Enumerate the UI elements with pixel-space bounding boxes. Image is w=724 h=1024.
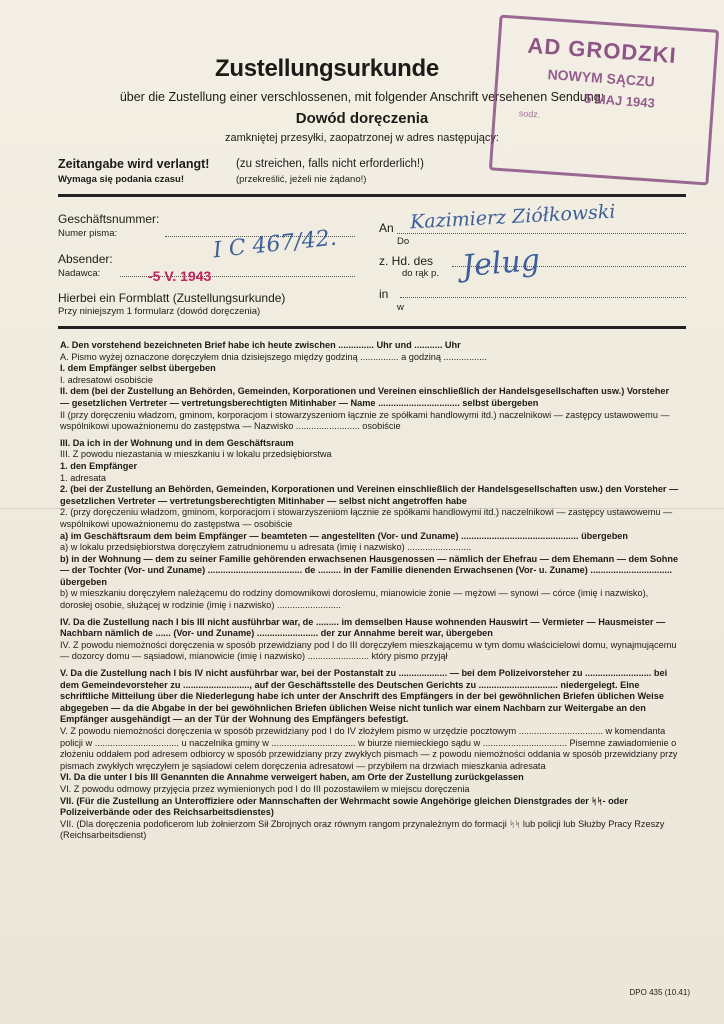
section-iii-a-de: a) im Geschäftsraum dem beim Empfänger — beamteten — angestellten (Vor- und Zuname) .............................................. übergeben xyxy=(60,530,629,541)
time-required-pl: Wymaga się podania czasu! xyxy=(58,174,185,185)
section-iii-pl: III. Z powodu niezastania w mieszkaniu i w lokalu przedsiębiorstwa xyxy=(60,449,332,460)
form-number: DPO 435 (10.41) xyxy=(629,988,690,997)
handwritten-recipient: Kazimierz Ziółkowski xyxy=(409,200,616,234)
delivery-text-body xyxy=(60,340,680,842)
section-v-pl: V. Z powodu niemożności doręczenia w sposób przewidziany pod I do IV złożyłem pismo w urzędzie pocztowym ................................. w komendanta policji w ................................. u naczelnika gminy w ................................. w biurze niemieckiego sądu w ................................. Pisemne zawiadomienie o złożeniu oddałem pod adresem odbiorcy w sposób przewidziany przy zwykłych pismach — z powodu niemożności oddania w sposób przewidziany przy pismach zwykłych wręczyłem je sąsiadowi celem doręczenia adresatowi — przybiłem na drzwiach mieszkania adresata xyxy=(60,726,678,771)
sender-label-pl: Nadawca: xyxy=(58,268,101,279)
section-iii-1-pl: 1. adresata xyxy=(60,472,106,483)
section-v-de: V. Da die Zustellung nach I bis IV nicht ausführbar war, bei der Postanstalt zu ................... — bei dem Polizeivorsteher zu .......................... bei dem Gemeindevorsteher zu .........................., auf der Geschäftsstelle des Deutschen Gerichts zu ............................... niedergelegt. Eine schriftliche Mitteilung über die Niederlegung habe ich unter der Anschrift des Empfängers in der bei gewöhnlichen Briefen üblichen Weise abgegeben — da die Abgabe in der bei gewöhnlichen Briefen üblichen Weise nicht tunlich war einem Nachbarn zur Weitergabe an den Empfänger ausgehändigt — an der Tür der Wohnung des Empfängers befestigt. xyxy=(60,668,668,725)
section-iii-2-de: 2. (bei der Zustellung an Behörden, Gemeinden, Korporationen und Vereinen einschließlich der Handelsgesellschaften usw.) den Vorsteher — gesetzlichen Vertreter — vertretungsberechtigten Mitinhaber — selbst nicht angetroffen habe xyxy=(60,484,679,506)
title-pl: Dowód doręczenia xyxy=(295,110,429,127)
handwritten-attn: Jelug xyxy=(460,242,542,285)
section-iii-a-pl: a) w lokalu przedsiębiorstwa doręczyłem zatrudnionemu u adresata (imię i nazwisko) ......................... xyxy=(60,542,472,553)
section-ii-de: II. dem (bei der Zustellung an Behörden, Gemeinden, Korporationen und Vereinen einschließlich der Handelsgesellschaften usw.) Vorsteher — gesetzlichen Vertreter — vertretungsberechtigten Mitinhaber — Name ................................ selbst übergeben xyxy=(60,386,670,408)
date-stamp: -5 V. 1943 xyxy=(148,268,212,284)
to-label-pl: Do xyxy=(397,236,410,247)
stamp-date: 5 MAJ 1943 xyxy=(583,90,656,111)
top-rule xyxy=(58,194,686,197)
in-label-pl: w xyxy=(397,302,404,313)
section-iii-2-pl: 2. (przy doręczeniu władzom, gminom, korporacjom i stowarzyszeniom łącznie ze spółkami handlowymi itd.) naczelnikowi — zastępcy ustawowemu — wspólnikowi upoważnionemu do zastępstwa — osobiście xyxy=(60,507,673,529)
section-vii-pl: VII. (Dla doręczenia podoficerom lub żołnierzom Sił Zbrojnych oraz równym rangom przynależnym do formacji ᛋᛋ lub policji lub Służby Pracy Rzeszy (Reichsarbeitsdienst) xyxy=(60,818,665,841)
strike-note-pl: (przekreślić, jeżeli nie żądano!) xyxy=(236,174,367,185)
section-iii-b-pl: b) w mieszkaniu doręczyłem należącemu do rodziny domownikowi dorosłemu, mianowicie żonie — mężowi — synowi — córce (imię i nazwisko), dorosłej osobie, służącej w rodzinie (imię i nazwisko) ......................... xyxy=(60,588,649,611)
section-vii-de: VII. (Für die Zustellung an Unteroffiziere oder Mannschaften der Wehrmacht sowie Angehörige gleichen Dienstgrades der ᛋᛋ- oder Polizeiverbände oder des Reichsarbeitsdienstes) xyxy=(60,795,628,818)
stamp-line-1: AD GRODZKI xyxy=(526,32,678,68)
section-iii-1-de: 1. den Empfänger xyxy=(60,460,138,471)
attn-label-de: z. Hd. des xyxy=(379,254,434,268)
court-stamp xyxy=(489,15,717,186)
attn-label-pl: do rąk p. xyxy=(402,268,439,279)
stamp-line-2: NOWYM SĄCZU xyxy=(547,66,656,90)
section-ii-pl: II (przy doręczeniu władzom, gminom, korporacjom i stowarzyszeniom łącznie ze spółkami handlowymi itd.) naczelnikowi — zastępcy ustawowemu — wspólnikowi upoważnionemu do zastępstwa — Nazwisko ......................... osobiście xyxy=(60,409,670,432)
subtitle-de: über die Zustellung einer verschlossenen, mit folgender Anschrift versehenen Sendung: xyxy=(119,90,605,104)
document-title: Zustellungsurkunde xyxy=(215,55,439,82)
section-iv-de: IV. Da die Zustellung nach I bis III nicht ausführbar war, de ......... im demselben Hause wohnenden Hauswirt — Vermieter — Hausmeister — Nachbarn nämlich de ...... (Vor- und Zuname) ........................ der zur Annahme bereit war, übergeben xyxy=(60,616,666,639)
section-vi-de: VI. Da die unter I bis III Genannten die Annahme verweigert haben, am Orte der Zustellung zurückgelassen xyxy=(60,772,524,783)
form-enclosed-de: Hierbei ein Formblatt (Zustellungsurkunde) xyxy=(58,291,286,305)
section-vi-pl: VI. Z powodu odmowy przyjęcia przez wymienionych pod I do III pozostawiłem w miejscu doręczenia xyxy=(60,783,470,794)
section-a-pl: A. Pismo wyżej oznaczone doręczyłem dnia dzisiejszego między godziną ............... a godziną ................. xyxy=(60,351,487,362)
subtitle-pl: zamkniętej przesyłki, zaopatrzonej w adres następujący: xyxy=(225,132,499,144)
form-enclosed-pl: Przy niniejszym 1 formularz (dowód doręczenia) xyxy=(58,306,261,317)
time-required-de: Zeitangabe wird verlangt! xyxy=(58,157,210,171)
place-line xyxy=(400,297,686,298)
section-iii-b-de: b) in der Wohnung — dem zu seiner Familie gehörenden erwachsenen Hausgenossen — nämlich der Ehefrau — dem Ehemann — dem Sohne — der Tochter (Vor- und Zuname) ..................................... de ......... in der Familie dienenden Erwachsenen (Vor- u. Zuname) ................................ übergeben xyxy=(60,553,679,587)
section-i-de: I. dem Empfänger selbst übergeben xyxy=(60,363,216,374)
sender-label-de: Absender: xyxy=(58,252,113,266)
handwritten-case-number: I C 467/42. xyxy=(212,225,338,264)
case-number-label-pl: Numer pisma: xyxy=(58,228,118,239)
stamp-line-4: sodz. xyxy=(518,108,541,120)
in-label-de: in xyxy=(379,287,389,301)
middle-rule xyxy=(58,326,686,329)
case-number-label-de: Geschäftsnummer: xyxy=(58,212,160,226)
section-i-pl: I. adresatowi osobiście xyxy=(60,374,153,385)
strike-note-de: (zu streichen, falls nicht erforderlich!) xyxy=(236,158,424,170)
section-iii-de: III. Da ich in der Wohnung und in dem Geschäftsraum xyxy=(60,437,294,448)
section-iv-pl: IV. Z powodu niemożności doręczenia w sposób przewidziany pod I do III doręczyłem mieszkającemu w tym domu właścicielowi domu, wynajmującemu — dozorcy domu — sąsiadowi, mianowicie (imię i nazwisko) ........................ który pismo przyjął xyxy=(60,639,677,662)
to-label-de: An xyxy=(379,221,394,235)
recipient-line xyxy=(397,233,686,234)
section-a-de: A. Den vorstehend bezeichneten Brief habe ich heute zwischen .............. Uhr und ........... Uhr xyxy=(60,340,461,350)
